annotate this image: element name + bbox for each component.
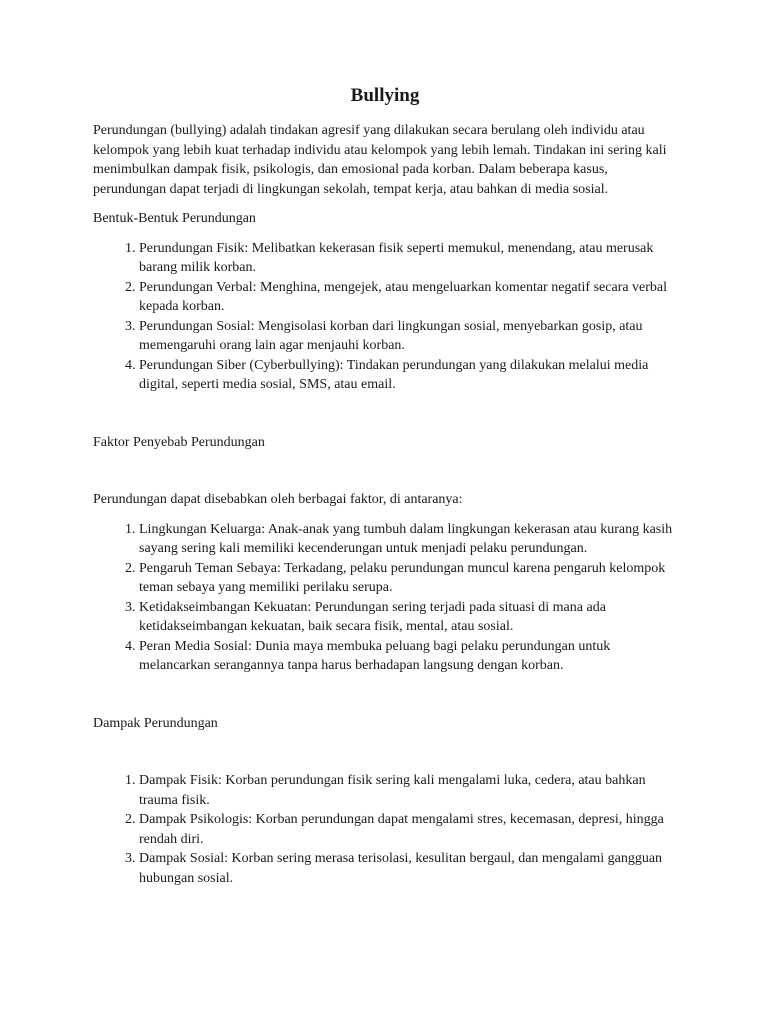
list-item: 4. Peran Media Sosial: Dunia maya membuka peluang bagi pelaku perundungan untuk melancarkan serangannya tanpa harus berhadapan langsung dengan korban. [139,637,677,676]
faktor-lead-paragraph: Perundungan dapat disebabkan oleh berbagai faktor, di antaranya: [93,492,463,507]
list-item: 3. Ketidakseimbangan Kekuatan: Perundungan sering terjadi pada situasi di mana ada ketidakseimbangan kekuatan, baik secara fisik, mental, atau sosial. [139,598,677,637]
list-faktor-penyebab [93,520,677,676]
list-item: 3. Dampak Sosial: Korban sering merasa terisolasi, kesulitan bergaul, dan mengalami gangguan hubungan sosial. [139,849,677,888]
list-dampak-perundungan [93,771,677,888]
document-title: Bullying [350,85,420,106]
section-heading-bentuk: Bentuk-Bentuk Perundungan [93,211,256,226]
intro-paragraph: Perundungan (bullying) adalah tindakan agresif yang dilakukan secara berulang oleh individu atau kelompok yang lebih kuat terhadap individu atau kelompok yang lebih lemah. Tindakan ini sering kali menimbulkan dampak fisik, psikologis, dan emosional pada korban. Dalam beberapa kasus, perundungan dapat terjadi di lingkungan sekolah, tempat kerja, atau bahkan di media sosial. [93,123,667,197]
list-item: 3. Perundungan Sosial: Mengisolasi korban dari lingkungan sosial, menyebarkan gosip, atau memengaruhi orang lain agar menjauhi korban. [139,317,677,356]
document-page [93,84,677,888]
list-item: 4. Perundungan Siber (Cyberbullying): Tindakan perundungan yang dilakukan melalui media digital, seperti media sosial, SMS, atau email. [139,356,677,395]
list-bentuk-perundungan [93,239,677,395]
list-item: 2. Pengaruh Teman Sebaya: Terkadang, pelaku perundungan muncul karena pengaruh kelompok teman sebaya yang memiliki perilaku serupa. [139,559,677,598]
list-item: 2. Perundungan Verbal: Menghina, mengejek, atau mengeluarkan komentar negatif secara verbal kepada korban. [139,278,677,317]
list-item: 2. Dampak Psikologis: Korban perundungan dapat mengalami stres, kecemasan, depresi, hingga rendah diri. [139,810,677,849]
section-heading-faktor: Faktor Penyebab Perundungan [93,434,265,450]
list-item: 1. Dampak Fisik: Korban perundungan fisik sering kali mengalami luka, cedera, atau bahkan trauma fisik. [139,771,677,810]
list-item: 1. Lingkungan Keluarga: Anak-anak yang tumbuh dalam lingkungan kekerasan atau kurang kasih sayang sering kali memiliki kecenderungan untuk menjadi pelaku perundungan. [139,520,677,559]
list-item: 1. Perundungan Fisik: Melibatkan kekerasan fisik seperti memukul, menendang, atau merusak barang milik korban. [139,239,677,278]
section-heading-dampak: Dampak Perundungan [93,715,218,731]
